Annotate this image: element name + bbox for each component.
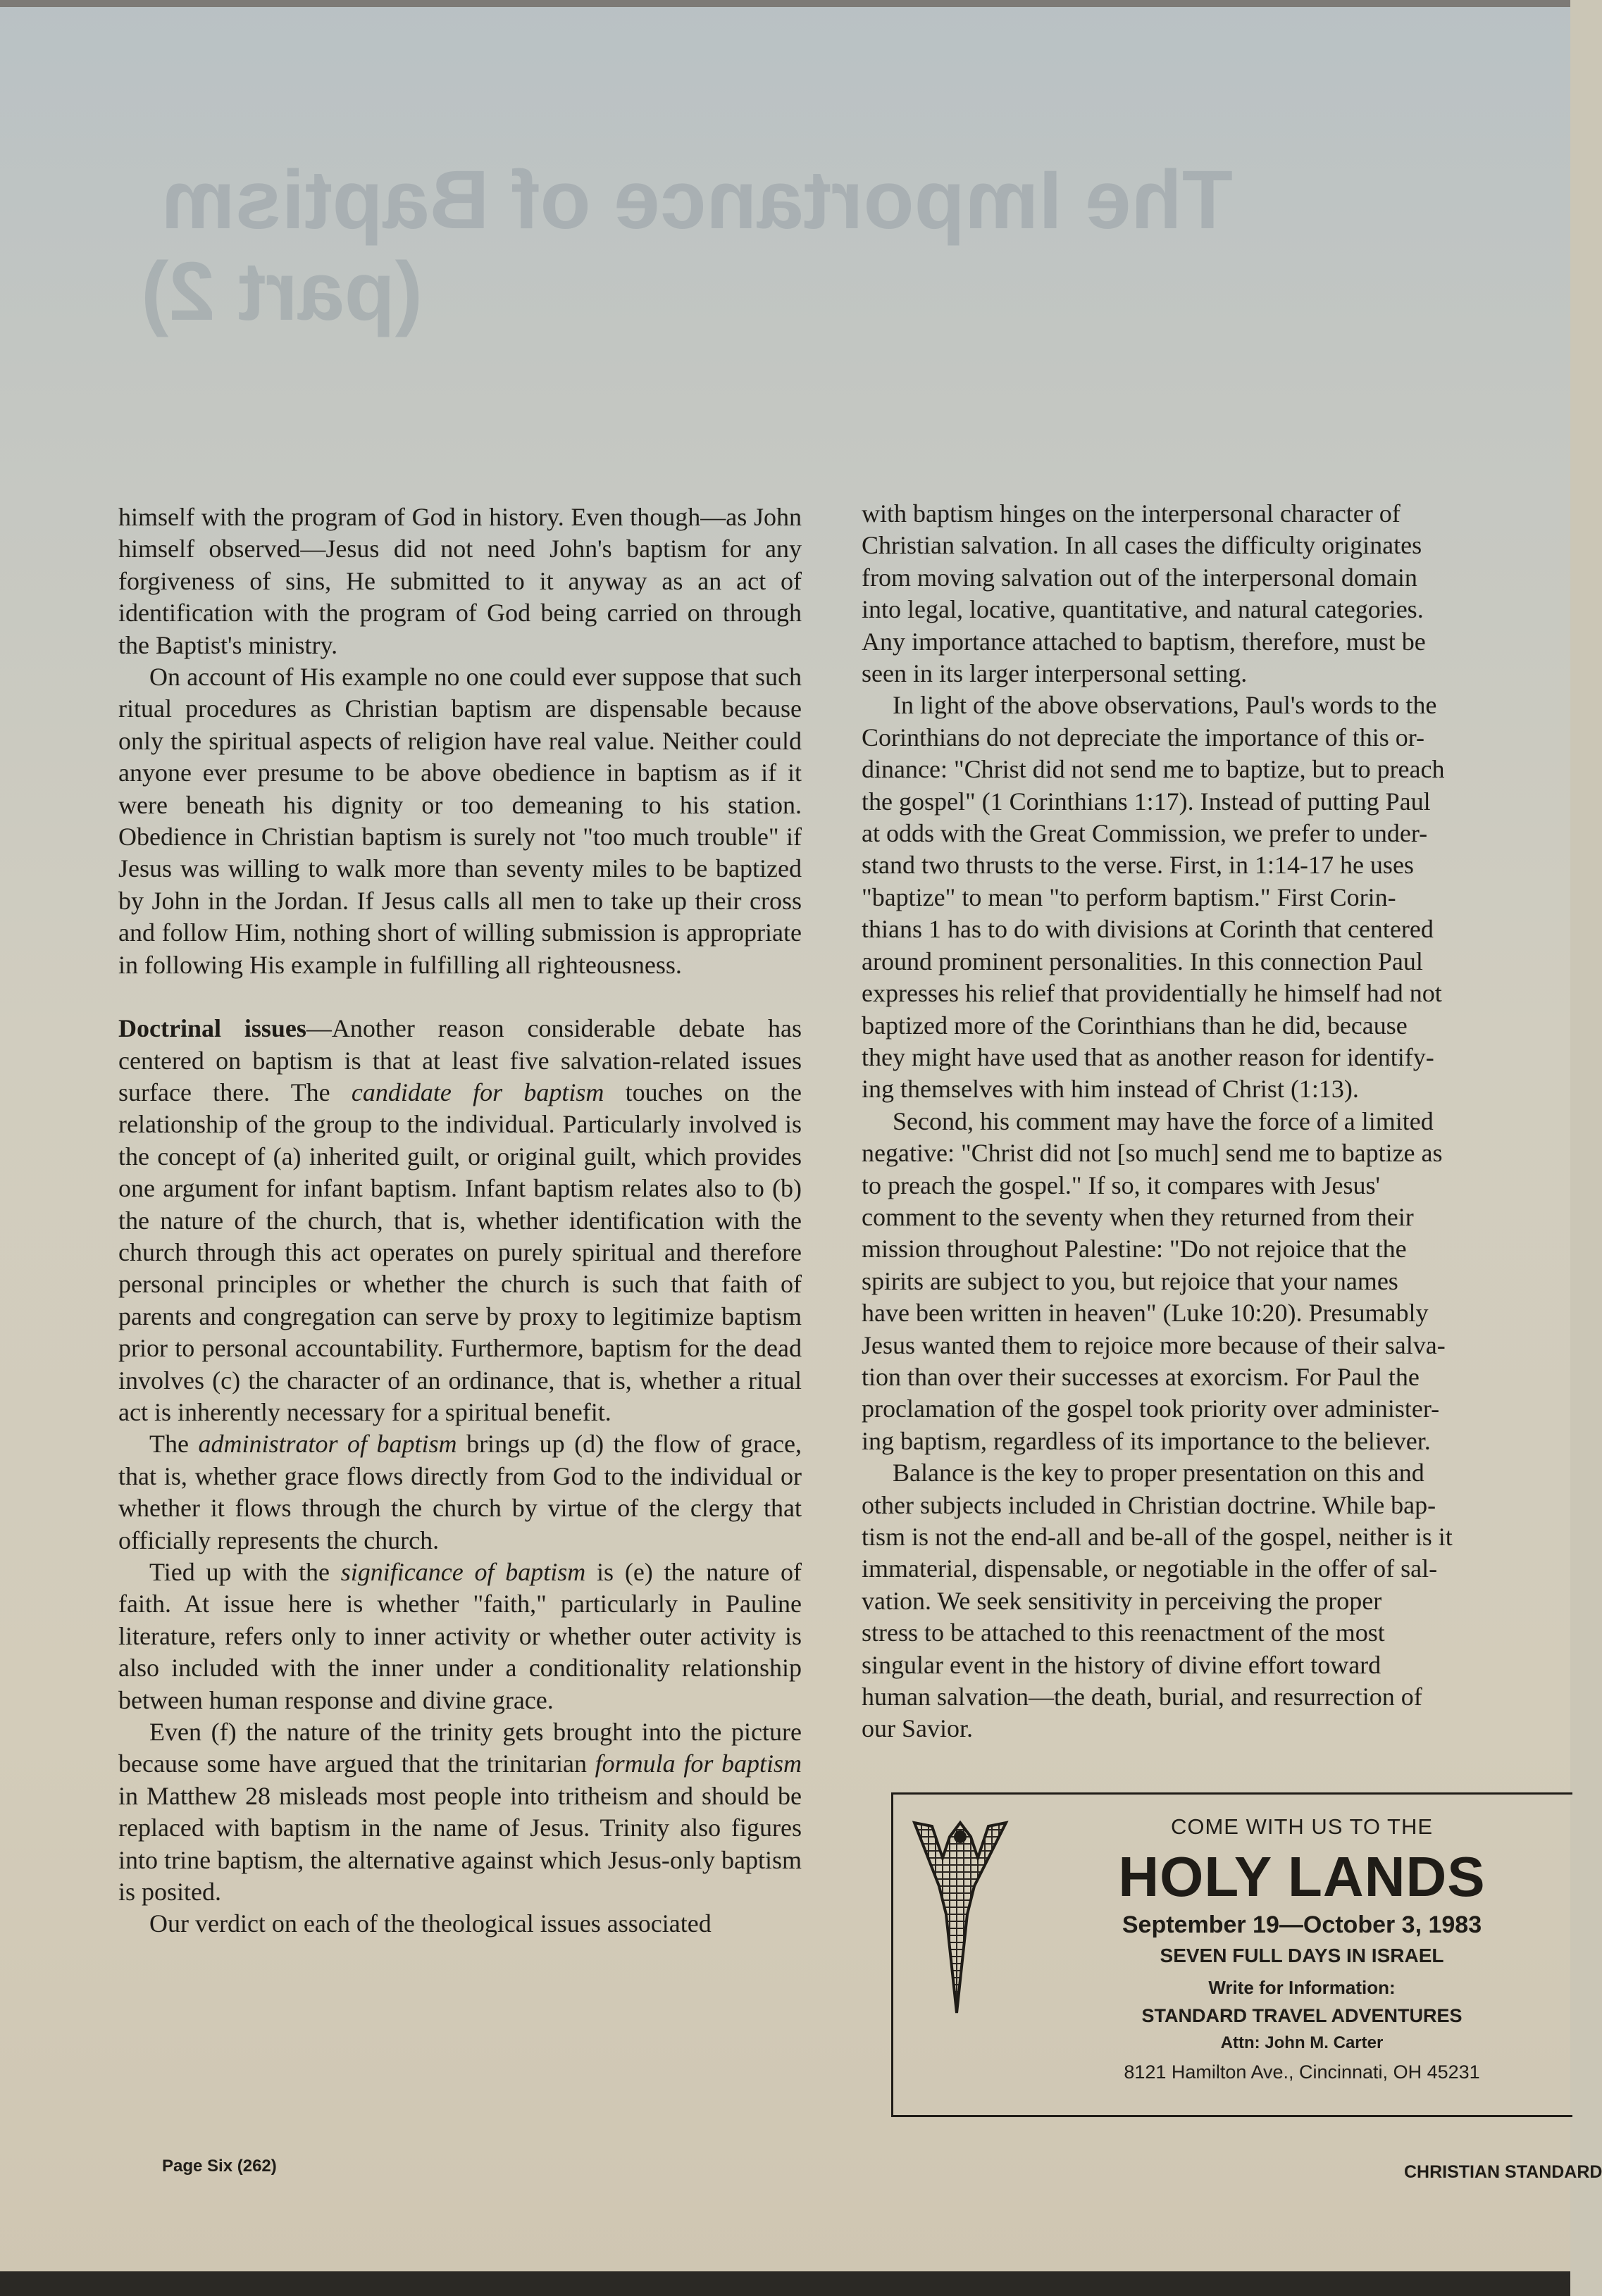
text-line: have been written in heaven" (Luke 10:20). Presumably bbox=[862, 1299, 1429, 1328]
section-lead: Doctrinal issues bbox=[118, 1014, 306, 1043]
emphasis: significance of baptism bbox=[340, 1558, 586, 1586]
text-line: the gospel" (1 Corinthians 1:17). Instead of putting Paul bbox=[862, 787, 1431, 816]
text-line: at odds with the Great Commission, we prefer to under- bbox=[862, 819, 1428, 848]
page-number: Page Six (262) bbox=[162, 2157, 277, 2176]
text-line: In light of the above observations, Paul's words to the bbox=[893, 691, 1437, 720]
right-column-lines bbox=[862, 498, 1570, 1745]
text-line: Corinthians do not depreciate the importance of this or- bbox=[862, 723, 1425, 751]
paragraph-text: touches on the relationship of the group to the individual. Particularly involved is the concept of (a) inherited guilt, or original guilt, which provides one argument for infant baptism. Infant baptism relates also to (b) the nature of the church, that is, whether identification with the church through this act operates on purely spiritual and therefore personal principles or whether the church is such that faith of parents and congregation can serve by proxy to legitimize baptism prior to personal accountability. Furthermore, baptism for the dead involves (c) the character of an ordinance, that is, whether a ritual act is inherently necessary for a spiritual benefit. bbox=[118, 1078, 802, 1426]
advertisement-text bbox=[1034, 1809, 1570, 2088]
right-column bbox=[862, 498, 1570, 1745]
ad-company: STANDARD TRAVEL ADVENTURES bbox=[1141, 2005, 1463, 2026]
text-line: spirits are subject to you, but rejoice that your names bbox=[862, 1266, 1398, 1295]
text-line: Balance is the key to proper presentation on this and bbox=[893, 1459, 1424, 1487]
text-line: comment to the seventy when they returned from their bbox=[862, 1202, 1414, 1231]
paragraph-text: The bbox=[149, 1430, 199, 1459]
paragraph-text: in Matthew 28 misleads most people into tritheism and should be replaced with baptism in the name of Jesus. Trinity also figures into trine baptism, the alternative against which Jesus-only baptism is posited. bbox=[118, 1781, 802, 1907]
ad-address: 8121 Hamilton Ave., Cincinnati, OH 45231 bbox=[1124, 2061, 1480, 2083]
text-line: around prominent personalities. In this connection Paul bbox=[862, 947, 1423, 975]
ad-invite: COME WITH US TO THE bbox=[1170, 1814, 1434, 1839]
text-line: seen in its larger interpersonal setting. bbox=[862, 659, 1248, 688]
show-through-title-line2: (part 2) bbox=[141, 244, 423, 338]
ad-write-for: Write for Information: bbox=[1208, 1977, 1396, 1998]
top-edge bbox=[0, 0, 1570, 7]
ad-duration: SEVEN FULL DAYS IN ISRAEL bbox=[1160, 1945, 1444, 1966]
left-column bbox=[118, 501, 802, 1940]
text-line: stress to be attached to this reenactment of the most bbox=[862, 1618, 1385, 1647]
text-line: "baptize" to mean "to perform baptism." First Corin- bbox=[862, 882, 1396, 911]
text-line: dinance: "Christ did not send me to baptize, but to preach bbox=[862, 755, 1445, 784]
text-line: Any importance attached to baptism, therefore, must be bbox=[862, 627, 1426, 656]
travel-advertisement bbox=[891, 1792, 1572, 2117]
ad-headline: HOLY LANDS bbox=[1118, 1845, 1486, 1908]
text-line: negative: "Christ did not [so much] send me to baptize as bbox=[862, 1139, 1443, 1168]
ad-dates: September 19—October 3, 1983 bbox=[1122, 1911, 1482, 1938]
paragraph: Our verdict on each of the theological issues associated bbox=[149, 1909, 712, 1938]
text-line: baptized more of the Corinthians than he did, because bbox=[862, 1011, 1408, 1040]
text-line: into legal, locative, quantitative, and natural categories. bbox=[862, 595, 1424, 624]
paragraph: On account of His example no one could ever suppose that such ritual procedures as Christian baptism are dispensable because only the spiritual aspects of religion have real value. Neither could anyone ever presume to be above obedience in baptism as if it were beneath his dignity or too demeaning to his station. Obedience in Christian baptism is surely not "too much trouble" if Jesus was willing to walk more than seventy miles to be baptized by John in the Jordan. If Jesus calls all men to take up their cross and follow Him, nothing short of willing submission is appropriate in following His example in fulfilling all righteousness. bbox=[118, 663, 802, 979]
text-line: our Savior. bbox=[862, 1714, 973, 1743]
text-line: vation. We seek sensitivity in perceiving the proper bbox=[862, 1586, 1382, 1615]
text-line: other subjects included in Christian doctrine. While bap- bbox=[862, 1490, 1436, 1519]
text-line: they might have used that as another reason for identify- bbox=[862, 1042, 1434, 1071]
ad-attention: Attn: John M. Carter bbox=[1220, 2033, 1384, 2052]
publication-name: CHRISTIAN STANDARD bbox=[1404, 2162, 1602, 2182]
text-line: Christian salvation. In all cases the difficulty originates bbox=[862, 531, 1422, 560]
dove-mosaic-icon bbox=[907, 1809, 1013, 2020]
emphasis: administrator of baptism bbox=[198, 1430, 457, 1459]
text-line: thians 1 has to do with divisions at Corinth that centered bbox=[862, 915, 1434, 944]
paragraph bbox=[118, 1428, 802, 1556]
paragraph-text: is (e) the nature of faith. At issue here is whether "faith," particularly in Pauline literature, refers only to inner activity or whether outer activity is also included with the inner under a conditionality relationship between human response and divine grace. bbox=[118, 1558, 802, 1714]
show-through-title bbox=[106, 155, 1233, 338]
show-through-title-line1: The Importance of Baptism bbox=[161, 154, 1233, 247]
paragraph-text: brings up (d) the flow of grace, that is, whether grace flows directly from God to the individual or whether it flows through the church by virtue of the clergy that officially represents the church. bbox=[118, 1430, 802, 1554]
paragraph-doctrinal-issues bbox=[118, 1013, 802, 1428]
emphasis: formula for baptism bbox=[595, 1749, 802, 1778]
emphasis: candidate for baptism bbox=[351, 1078, 604, 1106]
text-line: Second, his comment may have the force of a limited bbox=[893, 1106, 1434, 1135]
text-line: with baptism hinges on the interpersonal character of bbox=[862, 499, 1401, 528]
paragraph-text: —Another reason considerable debate has centered on baptism is that at least five salvation-related issues surface there. The bbox=[118, 1014, 802, 1106]
text-line: human salvation—the death, burial, and resurrection of bbox=[862, 1683, 1422, 1711]
text-line: Jesus wanted them to rejoice more because of their salva- bbox=[862, 1330, 1446, 1359]
paragraph bbox=[118, 1716, 802, 1908]
text-line: proclamation of the gospel took priority over administer- bbox=[862, 1395, 1440, 1423]
paragraph-text: Even (f) the nature of the trinity gets brought into the picture because some have argued that the trinitarian bbox=[118, 1718, 802, 1778]
text-line: expresses his relief that providentially he himself had not bbox=[862, 979, 1442, 1008]
text-line: stand two thrusts to the verse. First, in 1:14-17 he uses bbox=[862, 851, 1414, 880]
paragraph-text: Tied up with the bbox=[149, 1558, 341, 1586]
text-line: tism is not the end-all and be-all of the gospel, neither is it bbox=[862, 1523, 1453, 1551]
text-line: immaterial, dispensable, or negotiable in the offer of sal- bbox=[862, 1554, 1438, 1583]
text-line: mission throughout Palestine: "Do not rejoice that the bbox=[862, 1235, 1407, 1264]
paragraph: himself with the program of God in history. Even though—as John himself observed—Jesus did not need John's baptism for any forgiveness of sins, He submitted to it anyway as an act of identification with the program of God being carried on through the Baptist's ministry. bbox=[118, 503, 802, 659]
text-line: tion than over their successes at exorcism. For Paul the bbox=[862, 1362, 1420, 1391]
paragraph bbox=[118, 1556, 802, 1716]
text-line: singular event in the history of divine effort toward bbox=[862, 1650, 1381, 1679]
bottom-edge bbox=[0, 2271, 1570, 2296]
text-line: from moving salvation out of the interpersonal domain bbox=[862, 563, 1417, 592]
text-line: ing baptism, regardless of its importance to the believer. bbox=[862, 1426, 1431, 1455]
text-line: to preach the gospel." If so, it compares with Jesus' bbox=[862, 1171, 1381, 1199]
text-line: ing themselves with him instead of Christ (1:13). bbox=[862, 1075, 1359, 1104]
